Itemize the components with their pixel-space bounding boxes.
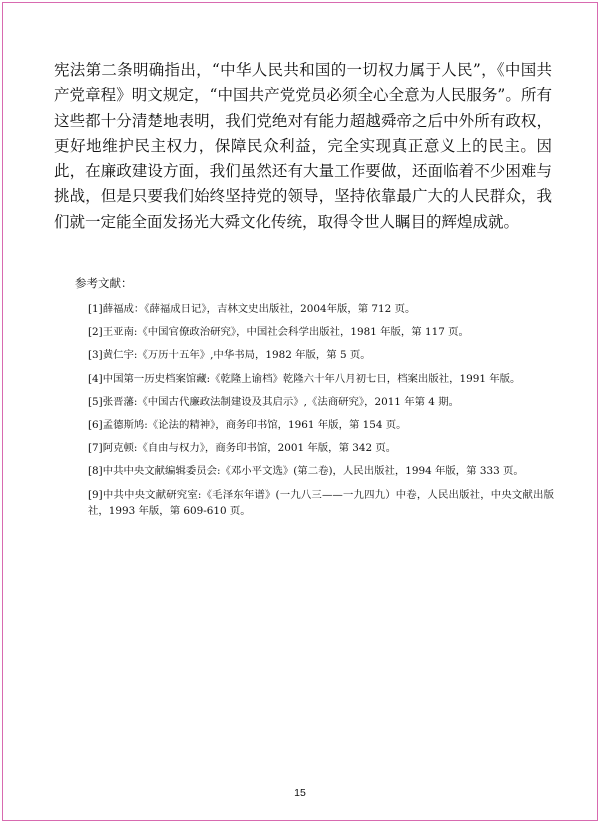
reference-item: [7]阿克顿:《自由与权力》，商务印书馆，2001 年版，第 342 页。 [88,442,397,455]
reference-item: [2]王亚南:《中国官僚政治研究》，中国社会科学出版社，1981 年版，第 117 页。 [88,326,469,339]
reference-item: [8]中共中央文献编辑委员会:《邓小平文选》(第二卷)，人民出版社，1994 年版，第 333 页。 [88,465,524,478]
reference-item: [1]薛福成：《薛福成日记》，吉林文史出版社，2004年版，第 712 页。 [88,303,416,315]
references-title: 参考文献： [75,276,133,290]
reference-item: [6]孟德斯鸠:《论法的精神》，商务印书馆，1961 年版，第 154 页。 [88,418,407,431]
body-paragraph: 宪法第二条明确指出，“中华人民共和国的一切权力属于人民”，《中国共产党章程》明文规定，“中国共产党党员必须全心全意为人民服务”。所有这些都十分清楚地表明，我们党绝对有能力超越舜帝之后中外所有政权，更好地维护民主权力，保障民众利益，完全实现真正意义上的民主。因此，在廉政建设方面，我们虽然还有大量工作要做，还面临着不少困难与挑战，但是只要我们始终坚持党的领导，坚持依靠最广大的人民群众，我们就一定能全面发扬光大舜文化传统，取得令世人瞩目的辉煌成就。 [54,61,552,231]
reference-item: [4]中国第一历史档案馆藏:《乾隆上谕档》乾隆六十年八月初七日，档案出版社，1991 年版。 [88,372,521,385]
reference-item: [5]张晋藩:《中国古代廉政法制建设及其启示》,《法商研究》，2011 年第 4 期。 [88,395,460,408]
reference-item: [3]黄仁宇:《万历十五年》,中华书局，1982 年版，第 5 页。 [88,349,371,362]
page-number: 15 [294,787,306,799]
references-list [88,301,554,526]
reference-item: [9]中共中央文献研究室:《毛泽东年谱》(一九八三——一九四九）中卷，人民出版社，中央文献出版社，1993 年版，第 609-610 页。 [88,488,554,517]
